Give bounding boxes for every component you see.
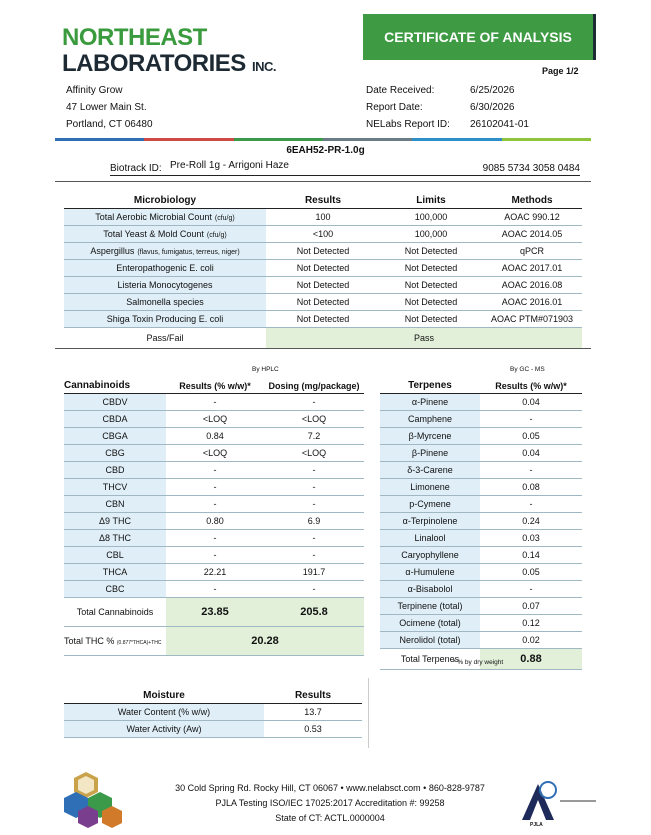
passfail-value: Pass bbox=[266, 328, 582, 349]
terpene-result: 0.03 bbox=[480, 530, 582, 547]
cannabinoid-method: By HPLC bbox=[252, 366, 279, 373]
cannabinoids-table bbox=[64, 378, 364, 656]
micro-result: 100 bbox=[266, 209, 380, 226]
cannabinoid-header: Cannabinoids bbox=[64, 378, 166, 394]
cannabinoid-dose: - bbox=[264, 581, 364, 598]
cannabinoid-result: - bbox=[166, 496, 264, 513]
micro-method: AOAC 2016.08 bbox=[482, 277, 582, 294]
micro-name-cell bbox=[64, 243, 266, 260]
micro-result: Not Detected bbox=[266, 277, 380, 294]
terpene-header: Terpenes bbox=[380, 378, 480, 394]
terpene-row bbox=[380, 462, 582, 479]
terpene-row bbox=[380, 598, 582, 615]
cannabinoid-dose: 191.7 bbox=[264, 564, 364, 581]
total-thc-label: Total THC % bbox=[64, 636, 115, 646]
total-terpenes-value: 0.88 bbox=[480, 649, 582, 670]
total-cannabinoids-dose: 205.8 bbox=[264, 598, 364, 627]
micro-name: Enteropathogenic E. coli bbox=[116, 263, 214, 273]
total-thc-row bbox=[64, 627, 364, 656]
product-name: Pre-Roll 1g - Arrigoni Haze bbox=[170, 160, 289, 171]
cannabinoid-result: - bbox=[166, 581, 264, 598]
micro-result: <100 bbox=[266, 226, 380, 243]
cannabinoid-dose: - bbox=[264, 547, 364, 564]
moisture-name: Water Activity (Aw) bbox=[64, 721, 264, 738]
terpene-name: Camphene bbox=[380, 411, 480, 428]
terpene-result: 0.14 bbox=[480, 547, 582, 564]
cannabinoid-row bbox=[64, 513, 364, 530]
total-cannabinoids-result: 23.85 bbox=[166, 598, 264, 627]
total-terpenes-label: Total Terpenes bbox=[380, 649, 480, 670]
date-received: 6/25/2026 bbox=[470, 85, 515, 96]
terpene-result: 0.04 bbox=[480, 394, 582, 411]
terpene-row bbox=[380, 547, 582, 564]
color-segment bbox=[234, 138, 323, 141]
moisture-name: Water Content (% w/w) bbox=[64, 704, 264, 721]
footer-line3: State of CT: ACTL.0000004 bbox=[275, 813, 385, 823]
cannabinoid-result: - bbox=[166, 530, 264, 547]
terpene-name: α-Terpinolene bbox=[380, 513, 480, 530]
micro-limit: 100,000 bbox=[380, 209, 482, 226]
terpene-result: 0.05 bbox=[480, 428, 582, 445]
logo-inc: INC. bbox=[251, 59, 276, 74]
terpene-row bbox=[380, 581, 582, 598]
micro-method: AOAC 990.12 bbox=[482, 209, 582, 226]
micro-header: Methods bbox=[482, 193, 582, 209]
cannabinoid-name: CBG bbox=[64, 445, 166, 462]
terpene-result: 0.08 bbox=[480, 479, 582, 496]
cannabinoid-dose: - bbox=[264, 530, 364, 547]
terpene-result: 0.12 bbox=[480, 615, 582, 632]
total-cannabinoids-row bbox=[64, 598, 364, 627]
terpene-name: Linalool bbox=[380, 530, 480, 547]
footer-line1: 30 Cold Spring Rd. Rocky Hill, CT 06067 • www.nelabsct.com • 860-828-9787 bbox=[175, 783, 485, 793]
moisture-result: 0.53 bbox=[264, 721, 362, 738]
cannabinoid-row bbox=[64, 496, 364, 513]
micro-result: Not Detected bbox=[266, 260, 380, 277]
terpene-result: - bbox=[480, 581, 582, 598]
terpene-row bbox=[380, 496, 582, 513]
cannabinoid-result: - bbox=[166, 394, 264, 411]
terpene-header-row bbox=[380, 378, 582, 394]
cannabinoid-dose: - bbox=[264, 462, 364, 479]
terpenes-table bbox=[380, 378, 582, 670]
total-thc-formula: (0.877*THCA)+THC bbox=[116, 640, 162, 646]
certification-badges-icon bbox=[64, 770, 134, 828]
cannabinoid-name: Δ9 THC bbox=[64, 513, 166, 530]
cannabinoid-row bbox=[64, 479, 364, 496]
cannabinoid-header: Dosing (mg/package) bbox=[264, 378, 364, 394]
terpene-name: δ-3-Carene bbox=[380, 462, 480, 479]
micro-row bbox=[64, 277, 582, 294]
total-thc-label-cell bbox=[64, 627, 166, 656]
micro-name: Total Aerobic Microbial Count bbox=[95, 212, 212, 222]
biotrack-number: 9085 5734 3058 0484 bbox=[482, 163, 580, 174]
cannabinoid-header-row bbox=[64, 378, 364, 394]
micro-limit: Not Detected bbox=[380, 311, 482, 328]
micro-name: Total Yeast & Mold Count bbox=[103, 229, 204, 239]
micro-limit: Not Detected bbox=[380, 294, 482, 311]
cannabinoid-name: THCA bbox=[64, 564, 166, 581]
cannabinoid-row bbox=[64, 564, 364, 581]
micro-header: Microbiology bbox=[64, 193, 266, 209]
terpene-name: α-Humulene bbox=[380, 564, 480, 581]
page-number: Page 1/2 bbox=[542, 66, 579, 76]
cannabinoid-result: 0.84 bbox=[166, 428, 264, 445]
report-meta bbox=[366, 82, 529, 133]
cannabinoid-result: - bbox=[166, 547, 264, 564]
terpene-row bbox=[380, 394, 582, 411]
cannabinoid-result: <LOQ bbox=[166, 445, 264, 462]
cannabinoid-name: CBGA bbox=[64, 428, 166, 445]
moisture-table bbox=[64, 688, 362, 738]
report-id: 26102041-01 bbox=[470, 119, 529, 130]
microbiology-table bbox=[64, 193, 582, 349]
micro-method: AOAC 2016.01 bbox=[482, 294, 582, 311]
report-date: 6/30/2026 bbox=[470, 102, 515, 113]
cannabinoid-row bbox=[64, 428, 364, 445]
client-address1: 47 Lower Main St. bbox=[66, 102, 147, 113]
micro-row bbox=[64, 209, 582, 226]
micro-method: AOAC 2014.05 bbox=[482, 226, 582, 243]
cannabinoid-row bbox=[64, 547, 364, 564]
micro-row bbox=[64, 260, 582, 277]
color-segment bbox=[323, 138, 412, 141]
terpene-result: 0.05 bbox=[480, 564, 582, 581]
cannabinoid-header: Results (% w/w)* bbox=[166, 378, 264, 394]
terpene-row bbox=[380, 632, 582, 649]
terpene-result: 0.24 bbox=[480, 513, 582, 530]
cannabinoid-result: - bbox=[166, 462, 264, 479]
terpene-row bbox=[380, 428, 582, 445]
terpene-name: β-Myrcene bbox=[380, 428, 480, 445]
micro-unit: (cfu/g) bbox=[214, 215, 235, 222]
micro-limit: Not Detected bbox=[380, 277, 482, 294]
section-divider bbox=[55, 348, 591, 349]
cannabinoid-name: CBD bbox=[64, 462, 166, 479]
terpene-row bbox=[380, 445, 582, 462]
cannabinoid-row bbox=[64, 462, 364, 479]
micro-name: Aspergillus bbox=[90, 246, 135, 256]
color-divider-bar bbox=[55, 138, 591, 141]
cannabinoid-result: <LOQ bbox=[166, 411, 264, 428]
micro-result: Not Detected bbox=[266, 311, 380, 328]
micro-name-cell bbox=[64, 209, 266, 226]
terpene-name: Terpinene (total) bbox=[380, 598, 480, 615]
cannabinoid-dose: - bbox=[264, 394, 364, 411]
micro-limit: Not Detected bbox=[380, 260, 482, 277]
terpene-result: - bbox=[480, 462, 582, 479]
moisture-row bbox=[64, 721, 362, 738]
certificate-title: CERTIFICATE OF ANALYSIS bbox=[363, 14, 596, 60]
cannabinoid-dose: 7.2 bbox=[264, 428, 364, 445]
terpene-name: Limonene bbox=[380, 479, 480, 496]
terpene-result: - bbox=[480, 411, 582, 428]
terpene-row bbox=[380, 513, 582, 530]
terpene-name: α-Bisabolol bbox=[380, 581, 480, 598]
terpene-header: Results (% w/w)* bbox=[480, 378, 582, 394]
micro-unit: (cfu/g) bbox=[206, 232, 227, 239]
moisture-header: Results bbox=[264, 688, 362, 704]
report-id-label: NELabs Report ID: bbox=[366, 119, 450, 130]
client-address2: Portland, CT 06480 bbox=[66, 119, 153, 130]
terpene-row bbox=[380, 564, 582, 581]
company-logo bbox=[62, 26, 276, 79]
cannabinoid-dose: <LOQ bbox=[264, 411, 364, 428]
micro-row bbox=[64, 294, 582, 311]
terpene-result: 0.07 bbox=[480, 598, 582, 615]
client-address bbox=[66, 82, 153, 133]
cannabinoid-result: 0.80 bbox=[166, 513, 264, 530]
moisture-header-row bbox=[64, 688, 362, 704]
logo-line1: NORTHEAST bbox=[62, 24, 207, 51]
micro-name-cell bbox=[64, 277, 266, 294]
micro-name: Listeria Monocytogenes bbox=[117, 280, 213, 290]
micro-header: Limits bbox=[380, 193, 482, 209]
cannabinoid-name: CBDV bbox=[64, 394, 166, 411]
pjla-icon bbox=[508, 778, 598, 822]
color-segment bbox=[412, 138, 501, 141]
color-segment bbox=[55, 138, 144, 141]
section-divider bbox=[55, 181, 591, 182]
cannabinoid-result: 22.21 bbox=[166, 564, 264, 581]
micro-name: Shiga Toxin Producing E. coli bbox=[106, 314, 224, 324]
terpene-name: Ocimene (total) bbox=[380, 615, 480, 632]
terpene-result: 0.02 bbox=[480, 632, 582, 649]
sample-id: 6EAH52-PR-1.0g bbox=[286, 145, 365, 156]
terpene-method: By GC - MS bbox=[510, 366, 545, 373]
vertical-divider bbox=[368, 678, 369, 748]
micro-method: qPCR bbox=[482, 243, 582, 260]
pjla-accreditation-logo bbox=[508, 778, 598, 828]
micro-name: Salmonella species bbox=[126, 297, 204, 307]
passfail-row bbox=[64, 328, 582, 349]
micro-method: AOAC PTM#071903 bbox=[482, 311, 582, 328]
micro-name-cell bbox=[64, 311, 266, 328]
cannabinoid-name: CBN bbox=[64, 496, 166, 513]
footer-line2: PJLA Testing ISO/IEC 17025:2017 Accreditation #: 99258 bbox=[215, 798, 445, 808]
color-segment bbox=[144, 138, 233, 141]
micro-result: Not Detected bbox=[266, 243, 380, 260]
passfail-label: Pass/Fail bbox=[64, 328, 266, 349]
terpene-footnote: * % by dry weight bbox=[453, 659, 504, 666]
terpene-row bbox=[380, 615, 582, 632]
cannabinoid-row bbox=[64, 394, 364, 411]
cannabinoid-name: CBDA bbox=[64, 411, 166, 428]
micro-name-cell bbox=[64, 260, 266, 277]
micro-row bbox=[64, 226, 582, 243]
client-name: Affinity Grow bbox=[66, 85, 123, 96]
total-cannabinoids-label: Total Cannabinoids bbox=[64, 598, 166, 627]
micro-limit: Not Detected bbox=[380, 243, 482, 260]
cannabinoid-name: THCV bbox=[64, 479, 166, 496]
terpene-row bbox=[380, 411, 582, 428]
micro-limit: 100,000 bbox=[380, 226, 482, 243]
terpene-name: α-Pinene bbox=[380, 394, 480, 411]
terpene-name: Nerolidol (total) bbox=[380, 632, 480, 649]
cannabinoid-row bbox=[64, 411, 364, 428]
cannabinoid-dose: - bbox=[264, 496, 364, 513]
cannabinoid-result: - bbox=[166, 479, 264, 496]
cannabinoid-dose: 6.9 bbox=[264, 513, 364, 530]
micro-result: Not Detected bbox=[266, 294, 380, 311]
moisture-result: 13.7 bbox=[264, 704, 362, 721]
cannabinoid-row bbox=[64, 530, 364, 547]
cannabinoid-name: CBC bbox=[64, 581, 166, 598]
terpene-name: Caryophyllene bbox=[380, 547, 480, 564]
terpene-result: - bbox=[480, 496, 582, 513]
micro-row bbox=[64, 243, 582, 260]
micro-unit: (flavus, fumigatus, terreus, niger) bbox=[137, 249, 240, 256]
cannabinoid-row bbox=[64, 581, 364, 598]
terpene-result: 0.04 bbox=[480, 445, 582, 462]
pjla-label: PJLA bbox=[530, 822, 543, 828]
terpene-row bbox=[380, 530, 582, 547]
micro-row bbox=[64, 311, 582, 328]
cannabinoid-row bbox=[64, 445, 364, 462]
moisture-row bbox=[64, 704, 362, 721]
biotrack-line bbox=[110, 160, 580, 176]
footer bbox=[140, 781, 520, 826]
terpene-name: β-Pinene bbox=[380, 445, 480, 462]
micro-header-row bbox=[64, 193, 582, 209]
micro-name-cell bbox=[64, 226, 266, 243]
terpene-name: p-Cymene bbox=[380, 496, 480, 513]
cannabinoid-dose: <LOQ bbox=[264, 445, 364, 462]
cannabinoid-name: Δ8 THC bbox=[64, 530, 166, 547]
cannabinoid-name: CBL bbox=[64, 547, 166, 564]
moisture-header: Moisture bbox=[64, 688, 264, 704]
biotrack-label: Biotrack ID: bbox=[110, 163, 162, 174]
date-received-label: Date Received: bbox=[366, 85, 435, 96]
color-segment bbox=[502, 138, 591, 141]
report-date-label: Report Date: bbox=[366, 102, 423, 113]
terpene-row bbox=[380, 479, 582, 496]
micro-name-cell bbox=[64, 294, 266, 311]
cannabinoid-dose: - bbox=[264, 479, 364, 496]
total-thc-value: 20.28 bbox=[166, 627, 364, 656]
micro-header: Results bbox=[266, 193, 380, 209]
logo-line2: LABORATORIES INC. bbox=[62, 50, 276, 77]
micro-method: AOAC 2017.01 bbox=[482, 260, 582, 277]
